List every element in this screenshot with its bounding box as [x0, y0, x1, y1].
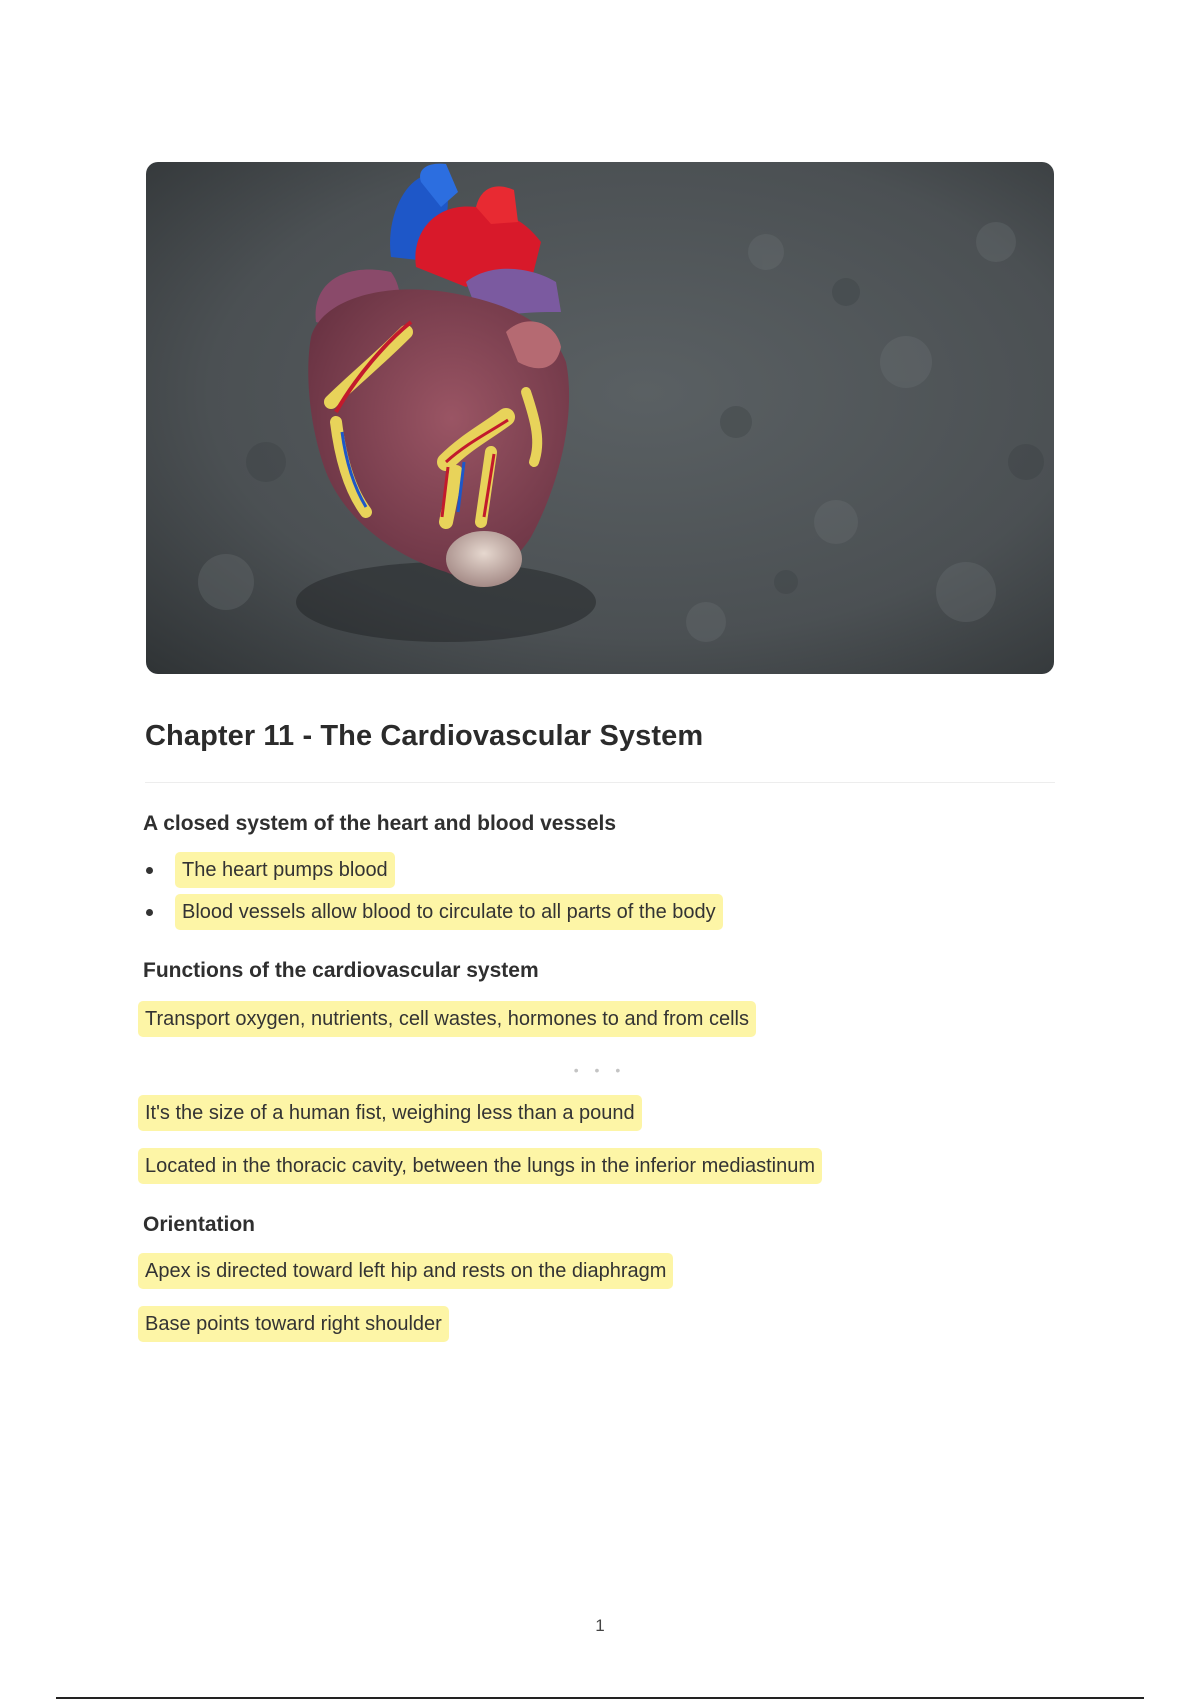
section-heading: Orientation	[143, 1213, 256, 1236]
page-number: 1	[595, 1616, 605, 1635]
page-title: Chapter 11 - The Cardiovascular System	[145, 720, 704, 752]
footer-divider	[56, 1697, 1144, 1699]
highlighted-text: Base points toward right shoulder	[138, 1306, 449, 1342]
bullet-list-item	[146, 852, 395, 888]
highlighted-text: It's the size of a human fist, weighing less than a pound	[138, 1095, 642, 1131]
highlighted-text: The heart pumps blood	[175, 852, 395, 888]
text-line	[138, 1095, 642, 1131]
text-line	[138, 1253, 673, 1289]
highlighted-text: Blood vessels allow blood to circulate to all parts of the body	[175, 894, 723, 930]
cover-image	[146, 162, 1054, 674]
section-heading: A closed system of the heart and blood vessels	[143, 812, 617, 835]
text-line	[138, 1148, 822, 1184]
text-line	[138, 1001, 756, 1037]
highlighted-text: Apex is directed toward left hip and rests on the diaphragm	[138, 1253, 673, 1289]
section-separator: • • •	[573, 1062, 627, 1078]
section-heading: Functions of the cardiovascular system	[143, 959, 539, 982]
bullet-list-item	[146, 894, 723, 930]
highlighted-text: Transport oxygen, nutrients, cell wastes, hormones to and from cells	[138, 1001, 756, 1037]
title-divider	[145, 782, 1055, 783]
text-line	[138, 1306, 449, 1342]
highlighted-text: Located in the thoracic cavity, between the lungs in the inferior mediastinum	[138, 1148, 822, 1184]
bullet-icon	[146, 867, 153, 874]
bullet-icon	[146, 909, 153, 916]
